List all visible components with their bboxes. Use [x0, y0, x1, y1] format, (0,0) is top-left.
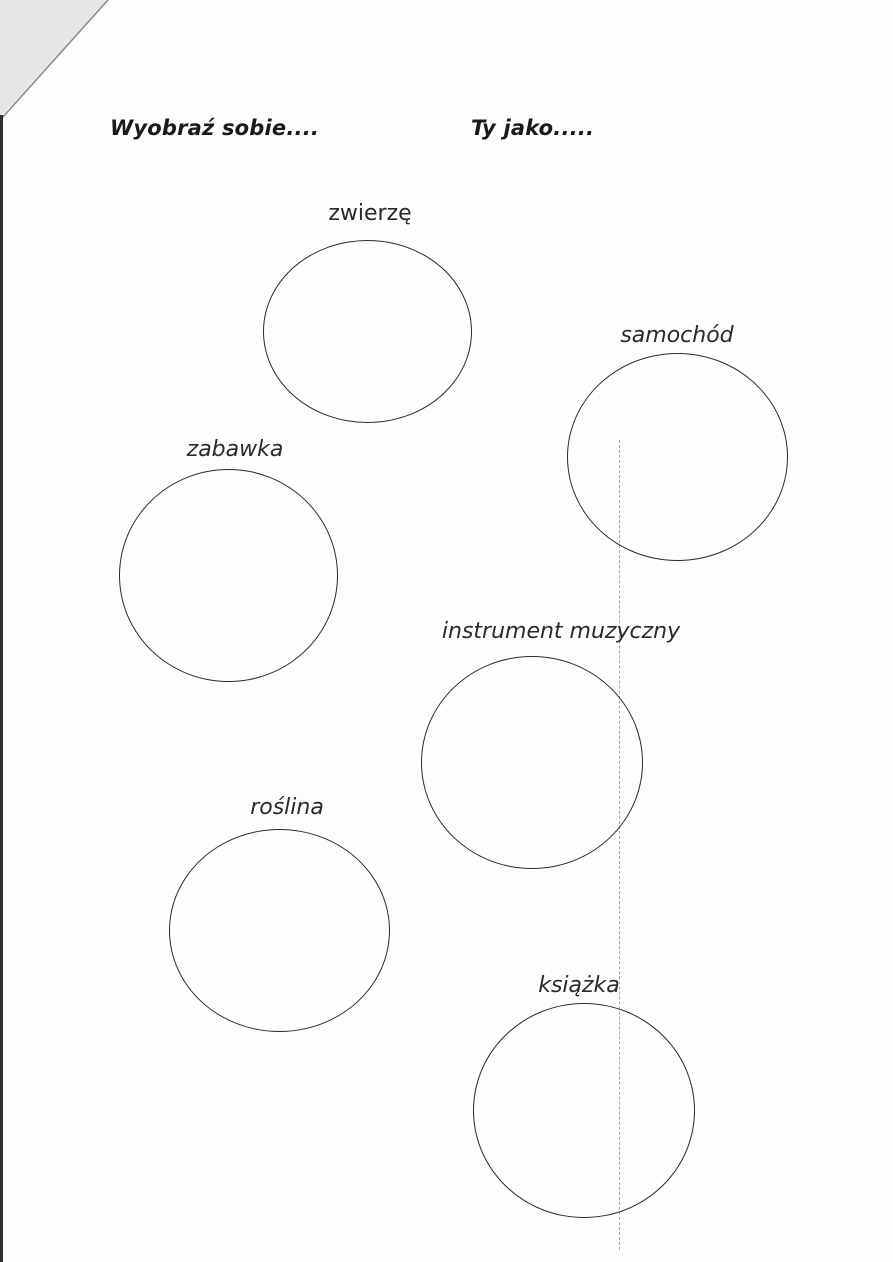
answer-circle-toy[interactable]	[119, 469, 338, 682]
heading-you-as: Ty jako.....	[471, 116, 595, 140]
label-animal: zwierzę	[328, 201, 412, 226]
answer-circle-plant[interactable]	[169, 829, 390, 1032]
heading-imagine: Wyobraź sobie....	[110, 116, 320, 140]
answer-circle-car[interactable]	[567, 353, 788, 561]
label-musical-instrument: instrument muzyczny	[441, 619, 681, 644]
answer-circle-book[interactable]	[473, 1003, 695, 1218]
answer-circle-musical-instrument[interactable]	[421, 656, 643, 869]
label-toy: zabawka	[186, 437, 284, 462]
answer-circle-animal[interactable]	[263, 240, 472, 423]
scan-left-edge	[0, 115, 3, 1262]
label-plant: roślina	[250, 795, 324, 820]
label-book: książka	[538, 973, 620, 998]
label-car: samochód	[620, 323, 734, 348]
